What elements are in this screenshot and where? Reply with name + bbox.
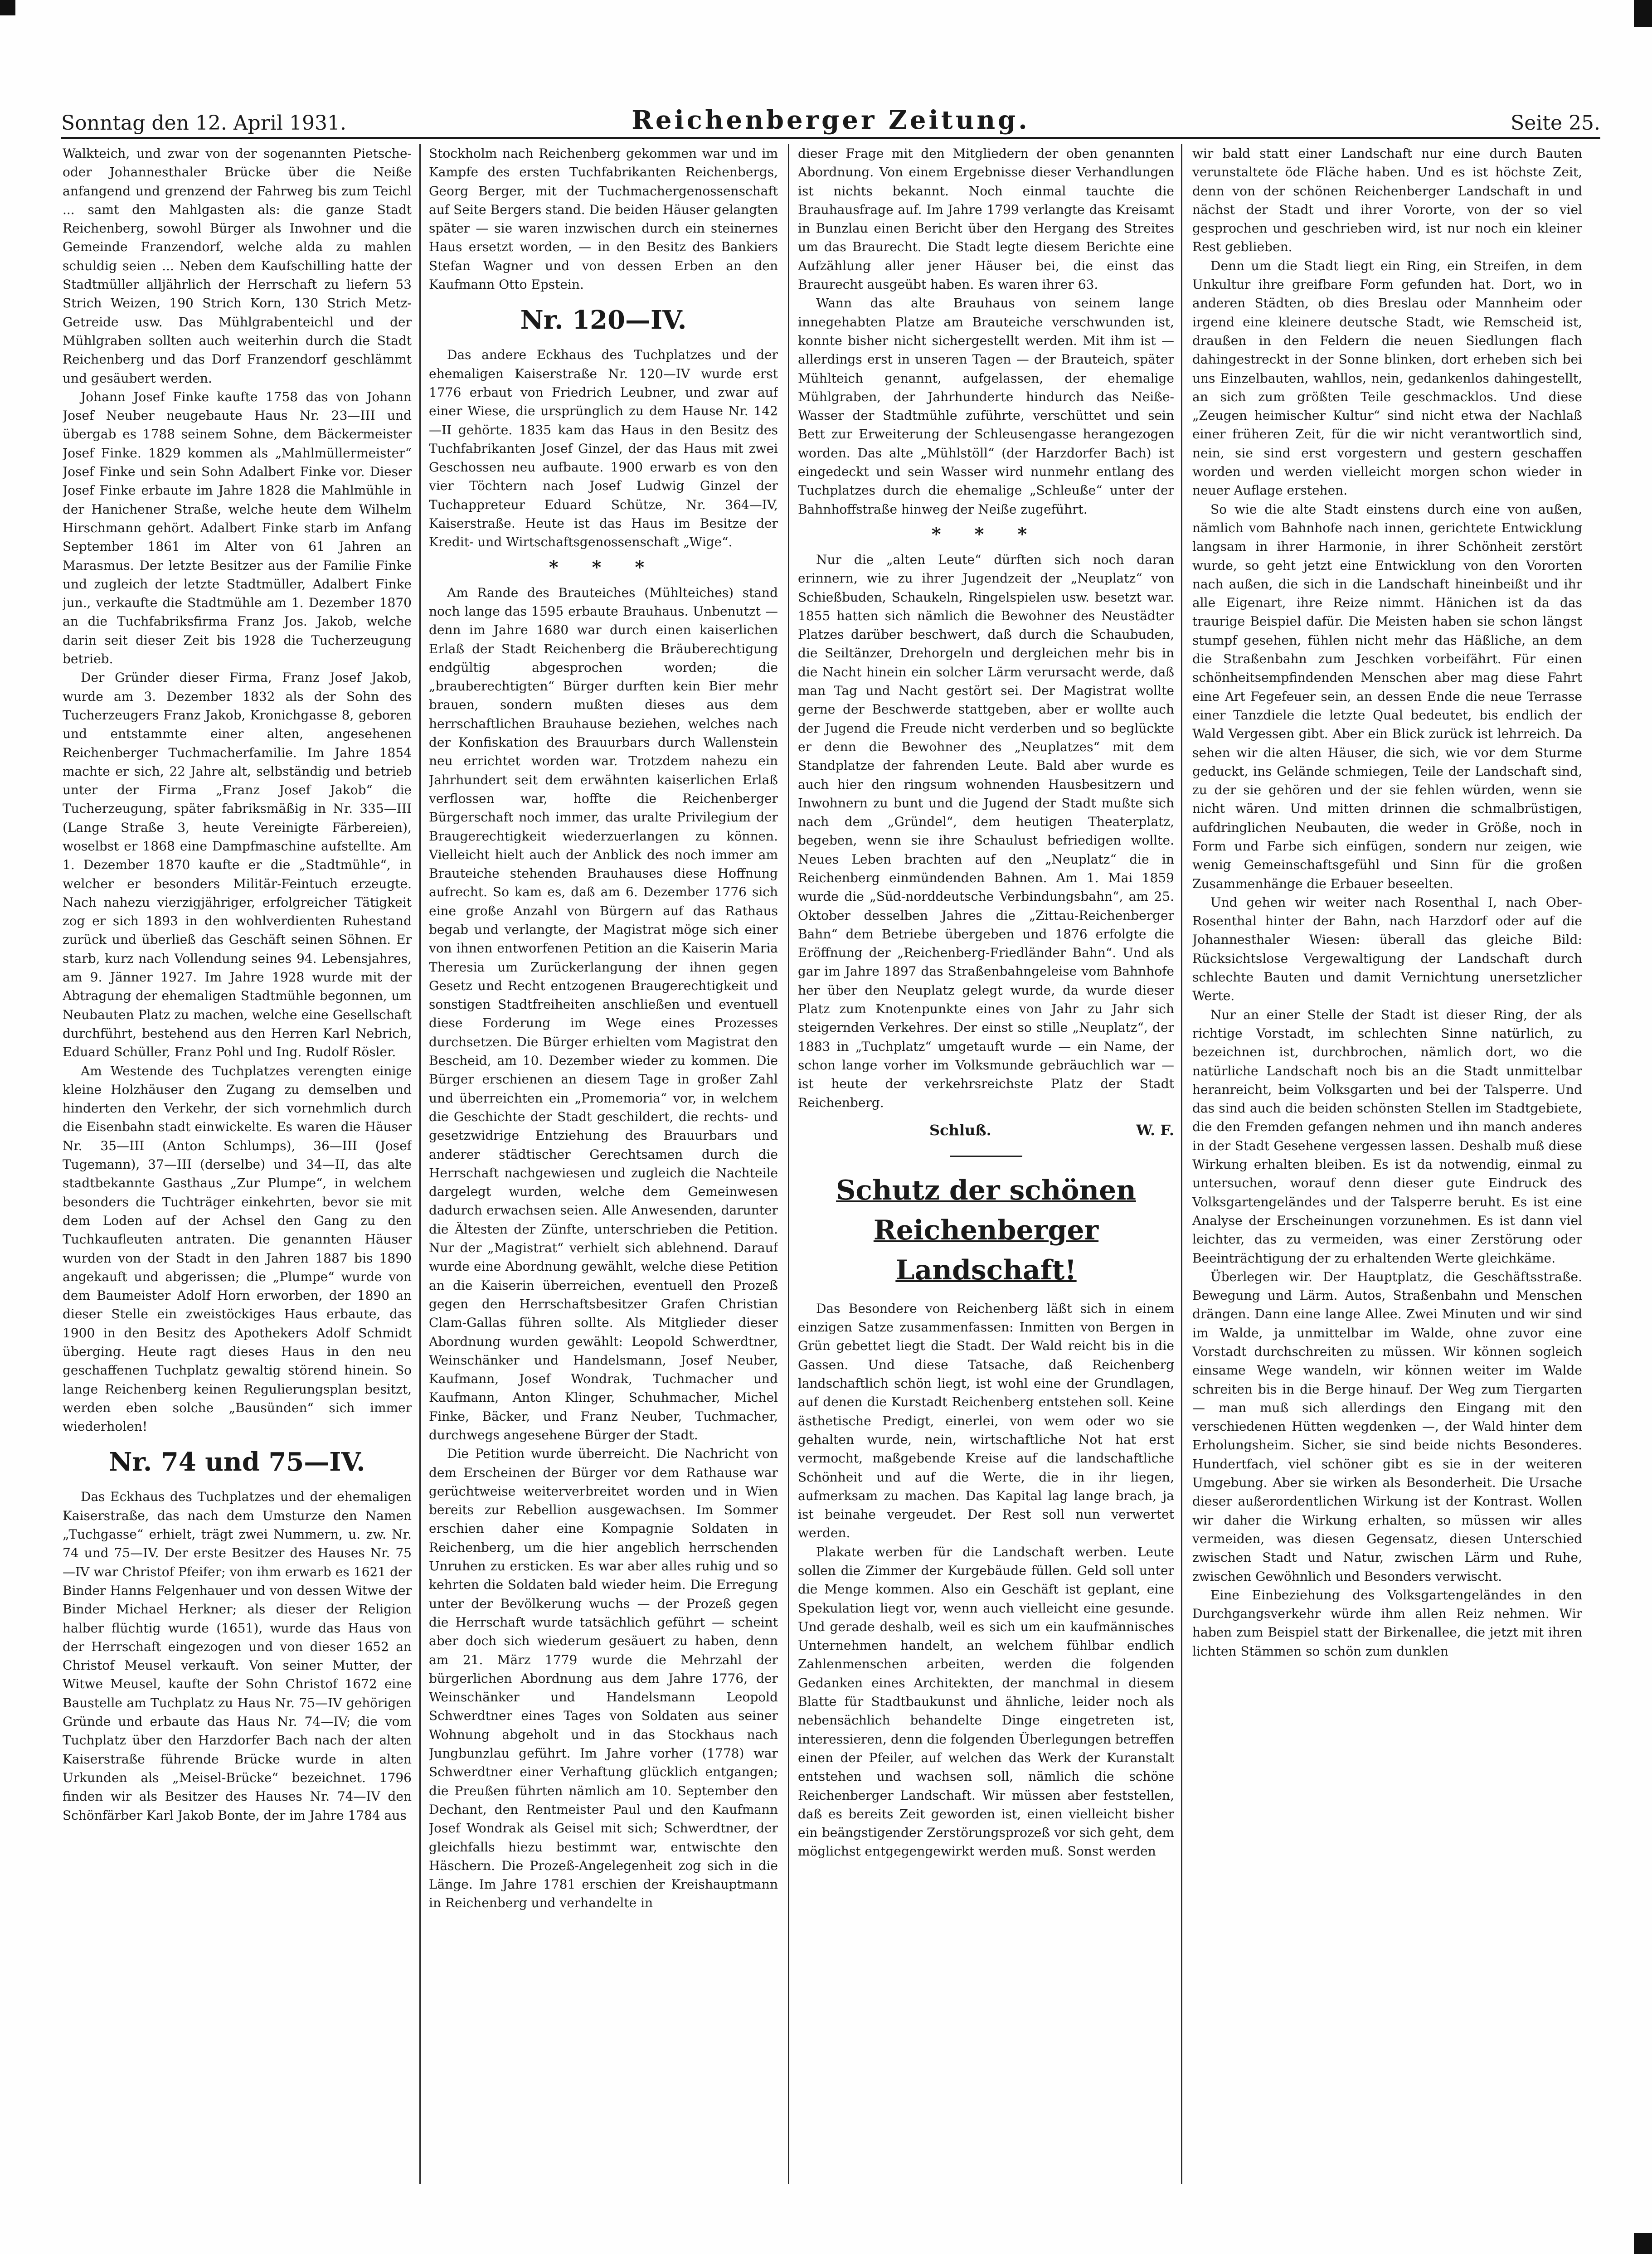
- paragraph: Nur die „alten Leute“ dürften sich noch daran erinnern, wie zu ihrer Jugendzeit der „Neuplatz“ von Schießbuden, Schaukeln, Ringelspielen usw. besetzt war. 1855 hatten sich nämlich die Bewohner des Neustädter Platzes darüber beschwert, daß durch die Schaubuden, die Seiltänzer, Drehorgeln und dergleichen mehr bis in die Nacht hinein ein solcher Lärm verursacht werde, daß man Tag und Nacht gestört sei. Der Magistrat wollte gerne der Beschwerde stattgeben, aber er wollte auch der Jugend die Freude nicht verderben und so beglückte er denn die Bewohner des „Neuplatzes“ mit dem Standplatze der fahrenden Leute. Bald aber wurde es auch hier den ringsum wohnenden Hausbesitzern und Inwohnern zu bunt und die Jugend der Stadt mußte sich nach dem „Gründel“, dem heutigen Theaterplatz, begeben, wenn sie ihre Schaulust befriedigen wollte. Neues Leben brachten auf den „Neuplatz“ die in Reichenberg einmündenden Bahnen. Am 1. Mai 1859 wurde die „Süd-norddeutsche Verbindungsbahn“, am 25. Oktober desselben Jahres die „Zittau-Reichenberger Bahn“ dem Betriebe übergeben und 1876 erfolgte die Eröffnung der „Reichenberg-Friedländer Bahn“. Und als gar im Jahre 1897 das Straßenbahngeleise vom Bahnhofe her über den Neuplatz gelegt wurde, da wurde dieser Platz zum Knotenpunkte eines von Jahr zu Jahr sich steigernden Verkehres. Der einst so stille „Neuplatz“, der 1883 in „Tuchplatz“ umgetauft wurde — ein Name, der schon lange vorher im Volksmunde gebräuchlich war — ist heute der verkehrsreichste Platz der Stadt Reichenberg.: [798, 552, 1174, 1110]
- paragraph: So wie die alte Stadt einstens durch eine von außen, nämlich vom Bahnhofe nach innen, gerichtete Entwicklung langsam in ihrer Harmonie, in ihrer Schönheit zerstört wurde, so geht jetzt eine Entwicklung von den Vororten nach außen, die sich in die Landschaft hineinbeißt und ihr alle Eigenart, ihre Reize nimmt. Hänichen ist da das traurige Beispiel dafür. Die Meisten haben sie schon längst stumpf gesehen, fühlen nicht mehr das Häßliche, an dem die Straßenbahn zum Jeschken vorbeifährt. Für einen schönheitsempfindenden Menschen aber mag diese Fahrt eine Art Fegefeuer sein, an dessen Ende die neue Terrasse einer Tanzdiele die letzte Qual bedeutet, bis endlich der Wald Vergessen gibt. Aber ein Blick zurück ist lehrreich. Da sehen wir die alten Häuser, die sich, wie vor dem Sturme geduckt, ins Gelände schmiegen, Teile der Landschaft sind, zu der sie gehören und der sie fehlen würden, wenn sie nicht wären. Und mitten drinnen die schmalbrüstigen, aufdringlichen Neubauten, die weder in Größe, noch in Form und Farbe sich einfügen, sondern nur zeigen, wie wenig Gemeinschaftsgefühl und Sinn für die großen Zusammenhänge die Erbauer beseelten.: [1192, 501, 1582, 891]
- paragraph: Am Rande des Brauteiches (Mühlteiches) stand noch lange das 1595 erbaute Brauhaus. Unbenutzt — denn im Jahre 1680 war durch einen kaiserlichen Erlaß der Stadt Reichenberg die Bräuberechtigung endgültig abgesprochen worden; die „brauberechtigten“ Bürger durften kein Bier mehr brauen, sondern mußten dieses aus dem herrschaftlichen Brauhause beziehen, welches nach der Konfiskation des Brauurbars durch Wallenstein neu errichtet worden war. Trotzdem nahezu ein Jahrhundert seit dem erwähnten kaiserlichen Erlaß verflossen war, hoffte die Reichenberger Bürgerschaft noch immer, das uralte Privilegium der Braugerechtigkeit wiederzuerlangen zu können. Vielleicht hielt auch der Anblick des noch immer am Brauteiche stehenden Brauhauses diese Hoffnung aufrecht. So kam es, daß am 6. Dezember 1776 sich eine große Anzahl von Bürgern auf das Rathaus begab und verlangte, der Magistrat möge sich einer von ihnen entworfenen Petition an die Kaiserin Maria Theresia um Zurückerlangung der ihnen gegen Gesetz und Recht entzogenen Braugerechtigkeit und sonstigen Stadtfreiheiten anschließen und eventuell diese Forderung im Wege eines Prozesses durchsetzen. Die Bürger erhielten vom Magistrat den Bescheid, am 10. Dezember wieder zu kommen. Die Bürger erschienen an diesem Tage in großer Zahl und überreichten ein „Promemoria“ vor, in welchem die Geschichte der Stadt geschildert, die rechts- und gesetzwidrige Entziehung des Brauurbars und anderer städtischer Gerechtsamen durch die Herrschaft nachgewiesen und zugleich die Nachteile dargelegt wurden, welche dem Gemeinwesen dadurch erwachsen seien. Alle Anwesenden, darunter die Ältesten der Zünfte, unterschrieben die Petition. Nur der „Magistrat“ verhielt sich ablehnend. Darauf wurde eine Abordnung gewählt, welche diese Petition an die Kaiserin überreichen, eventuell den Prozeß gegen den Herrschaftsbesitzer Grafen Christian Clam-Gallas führen sollte. Als Mitglieder dieser Abordnung wurden gewählt: Leopold Schwerdtner, Weinschänker und Handelsmann, Josef Neuber, Kaufmann, Josef Wondrak, Tuchmacher und Kaufmann, Anton Klinger, Schuhmacher, Michel Finke, Bäcker, und Franz Neuber, Tuchmacher, durchwegs angesehene Bürger der Stadt.: [429, 585, 778, 1443]
- end-marker: Schluß.: [929, 1121, 991, 1139]
- page-header: [61, 105, 1600, 141]
- section-heading: Nr. 120—IV.: [520, 305, 687, 335]
- paragraph: Eine Einbeziehung des Volksgartengeländes in den Durchgangsverkehr würde ihm allen Reiz nehmen. Wir haben zum Beispiel statt der Birkenallee, die jetzt mit ihren lichten Stämmen so schön zum dunklen: [1192, 1587, 1582, 1659]
- masthead: Reichenberger Zeitung.: [632, 105, 1030, 135]
- author-initials: W. F.: [1136, 1121, 1174, 1139]
- corner-mark: [1634, 0, 1652, 27]
- column-divider: [419, 144, 421, 2184]
- corner-mark: [1634, 2233, 1652, 2254]
- paragraph: Die Petition wurde überreicht. Die Nachricht von dem Erscheinen der Bürger vor dem Rathause war gerüchtweise weiterverbreitet worden und in Wien bereits zur Rebellion ausgewachsen. Im Sommer erschien daher eine Kompagnie Soldaten in Reichenberg, um die hier angeblich herrschenden Unruhen zu ersticken. Es war aber alles ruhig und so kehrten die Soldaten bald wieder heim. Die Erregung unter der Bevölkerung wuchs — der Prozeß gegen die Herrschaft wurde tatsächlich geführt — scheint aber doch sich wiederum gesäuert zu haben, denn am 21. März 1779 wurde die Mehrzahl der bürgerlichen Abordnung aus dem Jahre 1776, der Weinschänker und Handelsmann Leopold Schwerdtner eines Tages von Soldaten aus seiner Wohnung abgeholt und in das Stockhaus nach Jungbunzlau geführt. Im Jahre vorher (1778) war Schwerdtner einer Verhaftung glücklich entgangen; die Preußen führten nämlich am 10. September den Dechant, den Rentmeister Paul und den Kaufmann Josef Wondrak als Geisel mit sich; Schwerdtner, der gleichfalls hiezu bestimmt war, entwischte den Häschern. Die Prozeß-Angelegenheit zog sich in die Länge. Im Jahre 1781 erschien der Kreishauptmann in Reichenberg und verhandelte in: [429, 1446, 778, 1911]
- article-signature: [798, 1117, 1174, 1144]
- paragraph: Das andere Eckhaus des Tuchplatzes und der ehemaligen Kaiserstraße Nr. 120—IV wurde erst 1776 erbaut von Friedrich Leubner, und zwar auf einer Wiese, die ursprünglich zu dem Hause Nr. 142—II gehörte. 1835 kam das Haus in den Besitz des Tuchfabrikanten Josef Ginzel, der das Haus mit zwei Geschossen neu aufbaute. 1900 erwarb es von den vier Töchtern nach Josef Ludwig Ginzel der Tuchappreteur Eduard Schütze, Nr. 364—IV, Kaiserstraße. Heute ist das Haus im Besitze der Kredit- und Wirtschaftsgenossenschaft „Wige“.: [429, 347, 778, 550]
- paragraph: Nur an einer Stelle der Stadt ist dieser Ring, der als richtige Vorstadt, im schlechten Sinne natürlich, zu bezeichnen ist, durchbrochen, nämlich dort, wo die natürliche Landschaft noch bis an die Stadt unmittelbar heranreicht, beim Volksgarten und bei der Talsperre. Und das sind auch die beiden schönsten Stellen im Stadtgebiete, die den Fremden gefangen nehmen und ihn manch anderes in der Stadt Gesehene vergessen lassen. Deshalb muß diese Wirkung erhalten bleiben. Es ist da notwendig, einmal zu untersuchen, worauf denn dieser gute Eindruck des Volksgartengeländes und der Talsperre beruht. Es ist eine Analyse der Erscheinungen vorzunehmen. Es ist dann viel leichter, das zu vermeiden, was einer Zerstörung oder Beeinträchtigung der zu erhaltenden Werte gleichkäme.: [1192, 1007, 1582, 1266]
- paragraph: wir bald statt einer Landschaft nur eine durch Bauten verunstaltete öde Fläche haben. Und es ist höchste Zeit, denn von der schönen Reichenberger Landschaft in und nächst der Stadt und ihrer Vororte, von der so viel gesprochen und geschrieben wird, ist nur noch ein kleiner Rest geblieben.: [1192, 146, 1582, 255]
- issue-date: Sonntag den 12. April 1931.: [61, 112, 346, 135]
- column-divider: [1181, 144, 1182, 2184]
- column-1: [63, 144, 412, 2189]
- page-number: Seite 25.: [1511, 112, 1600, 135]
- column-2: [429, 144, 778, 2189]
- section-separator: * * *: [931, 523, 1041, 545]
- column-3: [798, 144, 1174, 2189]
- paragraph: Das Eckhaus des Tuchplatzes und der ehemaligen Kaiserstraße, das nach dem Umsturze den Namen „Tuchgasse“ erhielt, trägt zwei Nummern, u. zw. Nr. 74 und 75—IV. Der erste Besitzer des Hauses Nr. 75—IV war Christof Pfeifer; von ihm erwarb es 1621 der Binder Hanns Felgenhauer und von dessen Witwe der Binder Michael Herkner; als dieser der Religion halber flüchtig wurde (1651), wurde das Haus von der Herrschaft eingezogen und von dieser 1652 an Christof Meusel verkauft. Von seiner Mutter, der Witwe Meusel, kaufte der Sohn Christof 1672 eine Baustelle am Tuchplatz zu Haus Nr. 75—IV gehörigen Gründe und erbaute das Haus Nr. 74—IV; die vom Tuchplatz über den Harzdorfer Bach nach der alten Kaiserstraße führende Brücke wurde in alten Urkunden als „Meisel-Brücke“ bezeichnet. 1796 finden wir als Besitzer des Hauses Nr. 74—IV den Schönfärber Karl Jakob Bonte, der im Jahre 1784 aus: [63, 1489, 412, 1823]
- section-heading: Nr. 74 und 75—IV.: [109, 1447, 365, 1477]
- paragraph: Der Gründer dieser Firma, Franz Josef Jakob, wurde am 3. Dezember 1832 als der Sohn des Tucherzeugers Franz Jakob, Kronichgasse 8, geboren und entstammte einer alten, angesehenen Reichenberger Tuchmacherfamilie. Im Jahre 1854 machte er sich, 22 Jahre alt, selbständig und betrieb unter der Firma „Franz Josef Jakob“ die Tucherzeugung, später fabriksmäßig in Nr. 335—III (Lange Straße 3, heute Vereinigte Färbereien), woselbst er 1868 eine Dampfmaschine aufstellte. Am 1. Dezember 1870 kaufte er die „Stadtmühle“, in welcher er besonders Militär-Feintuch erzeugte. Nach nahezu vierzigjähriger, erfolgreicher Tätigkeit zog er sich 1893 in den wohlverdienten Ruhestand zurück und überließ das Geschäft seinen Söhnen. Er starb, kurz nach Vollendung seines 94. Lebensjahres, am 9. Jänner 1927. Im Jahre 1928 wurde mit der Abtragung der ehemaligen Stadtmühle begonnen, um Neubauten Platz zu machen, welche eine Gesellschaft durchführt, bestehend aus den Herren Karl Nebrich, Eduard Schüller, Franz Pohl und Ing. Rudolf Rösler.: [63, 670, 412, 1060]
- paragraph: Am Westende des Tuchplatzes verengten einige kleine Holzhäuser den Zugang zu demselben und hinderten den Verkehr, der sich vornehmlich durch die Eisenbahn stadt einwickelte. Es waren die Häuser Nr. 35—III (Anton Schlumps), 36—III (Josef Tugemann), 37—III (derselbe) und 34—II, das alte stadtbekannte Gasthaus „Zur Plumpe“, in welchem besonders die Tuchträger einkehrten, bevor sie mit dem Loden auf der Achsel den Gang zu den Tuchkaufleuten antraten. Die genannten Häuser wurden von der Stadt in den Jahren 1887 bis 1890 angekauft und abgerissen; die „Plumpe“ wurde von dem Baumeister Adolf Horn erworben, der 1890 an dieser Stelle ein zweistöckiges Haus erbaute, das 1900 in den Besitz des Apothekers Adolf Schmidt überging. Heute ragt dieses Haus in den neu geschaffenen Tuchplatz gewaltig störend hinein. So lange Reichenberg keinen Regulierungsplan besitzt, werden eben solche „Bausünden“ sich immer wiederholen!: [63, 1063, 412, 1434]
- paragraph: Stockholm nach Reichenberg gekommen war und im Kampfe des ersten Tuchfabrikanten Reichenbergs, Georg Berger, mit der Tuchmachergenossenschaft auf Seite Bergers stand. Die beiden Häuser gelangten später — sie waren inzwischen durch ein steinernes Haus ersetzt worden, — in den Besitz des Bankiers Stefan Wagner und von dessen Erben an den Kaufmann Otto Epstein.: [429, 146, 778, 292]
- paragraph: Denn um die Stadt liegt ein Ring, ein Streifen, in dem Unkultur ihre greifbare Form gefunden hat. Dort, wo in anderen Städten, ob dies Breslau oder Mannheim oder irgend eine kleinere deutsche Stadt, wie Remscheid ist, draußen in den Feldern die neuen Siedlungen flach dahingestreckt in der Sonne blinken, dort erheben sich bei uns Einzelbauten, wahllos, nein, gedankenlos dahingestellt, an sich zum größten Teile geschmacklos. Und diese „Zeugen heimischer Kultur“ sind nicht etwa der Nachlaß einer früheren Zeit, für die wir nicht verantwortlich sind, nein, sie sind erst vorgestern und gestern geschaffen worden und werden vielleicht morgen schon wieder in neuer Auflage erstehen.: [1192, 258, 1582, 498]
- paragraph: Überlegen wir. Der Hauptplatz, die Geschäftsstraße. Bewegung und Lärm. Autos, Straßenbahn und Menschen drängen. Dann eine lange Allee. Zwei Minuten und wir sind im Walde, ja unmittelbar im Walde, ohne zuvor eine Vorstadt durchschreiten zu müssen. Wir können sogleich einsame Wege wandeln, wir können weiter im Walde schreiten bis in die Berge hinauf. Der Weg zum Tiergarten — man muß sich allerdings den Eingang mit den verschiedenen Hütten wegdenken —, der Wald hinter dem Erholungsheim. Sicher, sie sind beide nichts Besonderes. Hundertfach, viel schöner gibt es sie in der weiteren Umgebung. Aber sie wirken als Besonderheit. Die Ursache dieser außerordentlichen Wirkung ist der Kontrast. Wollen wir daher die Wirkung erhalten, so müssen wir alles vermeiden, was diesen Gegensatz, diesen Unterschied zwischen Stadt und Natur, zwischen Lärm und Ruhe, zwischen Gewöhnlich und Besonders verwischt.: [1192, 1269, 1582, 1584]
- corner-mark: [0, 0, 15, 15]
- article-title: Schutz der schönen Reichenberger Landschaft!: [836, 1174, 1136, 1286]
- paragraph: Walkteich, und zwar von der sogenannten Pietsche- oder Johannesthaler Brücke über die Neiße anfangend und grenzend der Fahrweg bis zum Teichl ... samt den Mahlgasten als: die ganze Stadt Reichenberg, sowohl Bürger als Inwohner und die Gemeinde Franzendorf, welche alda zu mahlen schuldig seien ... Neben dem Kaufschilling hatte der Stadtmüller alljährlich der Herrschaft zu liefern 53 Strich Weizen, 190 Strich Korn, 130 Strich Metz-Getreide usw. Das Mühlgrabenteichl und der Mühlgraben sollten auch weiterhin durch die Stadt Reichenberg und das Dorf Franzendorf geschlämmt und gesäubert werden.: [63, 146, 412, 386]
- section-separator: * * *: [549, 556, 658, 578]
- paragraph: Und gehen wir weiter nach Rosenthal I, nach Ober-Rosenthal hinter der Bahn, nach Harzdorf oder auf die Johannesthaler Wiesen: überall das gleiche Bild: Rücksichtslose Vergewaltigung der Landschaft durch schlechte Bauten und damit Vernichtung unersetzlicher Werte.: [1192, 894, 1582, 1004]
- paragraph: Johann Josef Finke kaufte 1758 das von Johann Josef Neuber neugebaute Haus Nr. 23—III und übergab es 1788 seinem Sohne, dem Bäckermeister Josef Finke. 1829 kommen als „Mahlmüllermeister“ Josef Finke und sein Sohn Adalbert Finke vor. Dieser Josef Finke erbaute im Jahre 1828 die Mahlmühle in der Hanichener Straße, welche heute dem Wilhelm Hirschmann gehört. Adalbert Finke starb im Anfang September 1861 im Alter von 61 Jahren an Marasmus. Der letzte Besitzer aus der Familie Finke und zugleich der letzte Stadtmüller, Adalbert Finke jun., verkaufte die Stadtmühle am 1. Dezember 1870 an die Tuchfabriksfirma Franz Jos. Jakob, welche darin seit dieser Zeit bis 1928 die Tucherzeugung betrieb.: [63, 389, 412, 667]
- paragraph: Plakate werben für die Landschaft werben. Leute sollen die Zimmer der Kurgebäude füllen. Geld soll unter die Menge kommen. Also ein Geschäft ist geplant, eine Spekulation liegt vor, wenn auch vielleicht eine gesunde. Und gerade deshalb, weil es sich um ein kaufmännisches Unternehmen handelt, an welchem fühlbar endlich Zahlenmenschen arbeiten, werden die folgenden Gedanken eines Architekten, der manchmal in diesem Blatte für Stadtbaukunst und ähnliche, leider noch als nebensächlich behandelte Dinge eingetreten ist, interessieren, denn die folgenden Überlegungen betreffen einen der Pfeiler, auf welchen das Werk der Kuranstalt entstehen und wachsen soll, nämlich die schöne Reichenberger Landschaft. Wir müssen aber feststellen, daß es bereits Zeit geworden ist, einen vielleicht bisher ein beängstigender Zerstörungsprozeß vor sich geht, dem möglichst entgegengewirkt werden muß. Sonst werden: [798, 1544, 1174, 1859]
- column-divider: [788, 144, 789, 2184]
- article-rule: [950, 1156, 1022, 1157]
- paragraph: Wann das alte Brauhaus von seinem lange innegehabten Platze am Brauteiche verschwunden ist, konnte bisher nicht sichergestellt werden. Mit ihm ist — allerdings erst in unseren Tagen — der Brauteich, später Mühlteich genannt, aufgelassen, der ehemalige Mühlgraben, der Jahrhunderte hindurch das Neiße-Wasser der Stadtmühle zuführte, verschüttet und sein Bett zur Erweiterung der Schleusengasse herangezogen worden. Das alte „Mühlstöll“ (der Harzdorfer Bach) ist eingedeckt und sein Wasser wird nunmehr entlang des Tuchplatzes durch die ehemalige „Schleuße“ unter der Bahnhoffstraße hinweg der Neiße zugeführt.: [798, 296, 1174, 517]
- column-4: [1192, 144, 1582, 2189]
- paragraph: dieser Frage mit den Mitgliedern der oben genannten Abordnung. Von einem Ergebnisse dieser Verhandlungen ist nichts bekannt. Noch einmal tauchte die Brauhausfrage auf. Im Jahre 1799 verlangte das Kreisamt in Bunzlau einen Bericht über den Hergang des Streites um das Braurecht. Die Stadt legte diesem Berichte eine Aufzählung aller jener Häuser bei, die einst das Braurecht ausgeübt haben. Es waren ihrer 63.: [798, 146, 1174, 292]
- paragraph: Das Besondere von Reichenberg läßt sich in einem einzigen Satze zusammenfassen: Inmitten von Bergen in Grün gebettet liegt die Stadt. Der Wald reicht bis in die Gassen. Und diese Tatsache, daß Reichenberg landschaftlich schön liegt, ist wohl eine der Grundlagen, auf denen die Kurstadt Reichenberg entstehen soll. Keine ästhetische Predigt, einerlei, von wem oder wo sie gehalten wurde, nein, wirtschaftliche Not hat erst vermocht, maßgebende Kreise auf die landschaftliche Schönheit und auf die Werte, die in ihr liegen, aufmerksam zu machen. Das Kapital lag lange brach, ja ist beinahe vergeudet. Der Rest soll nun verwertet werden.: [798, 1301, 1174, 1541]
- header-rule: [61, 137, 1600, 139]
